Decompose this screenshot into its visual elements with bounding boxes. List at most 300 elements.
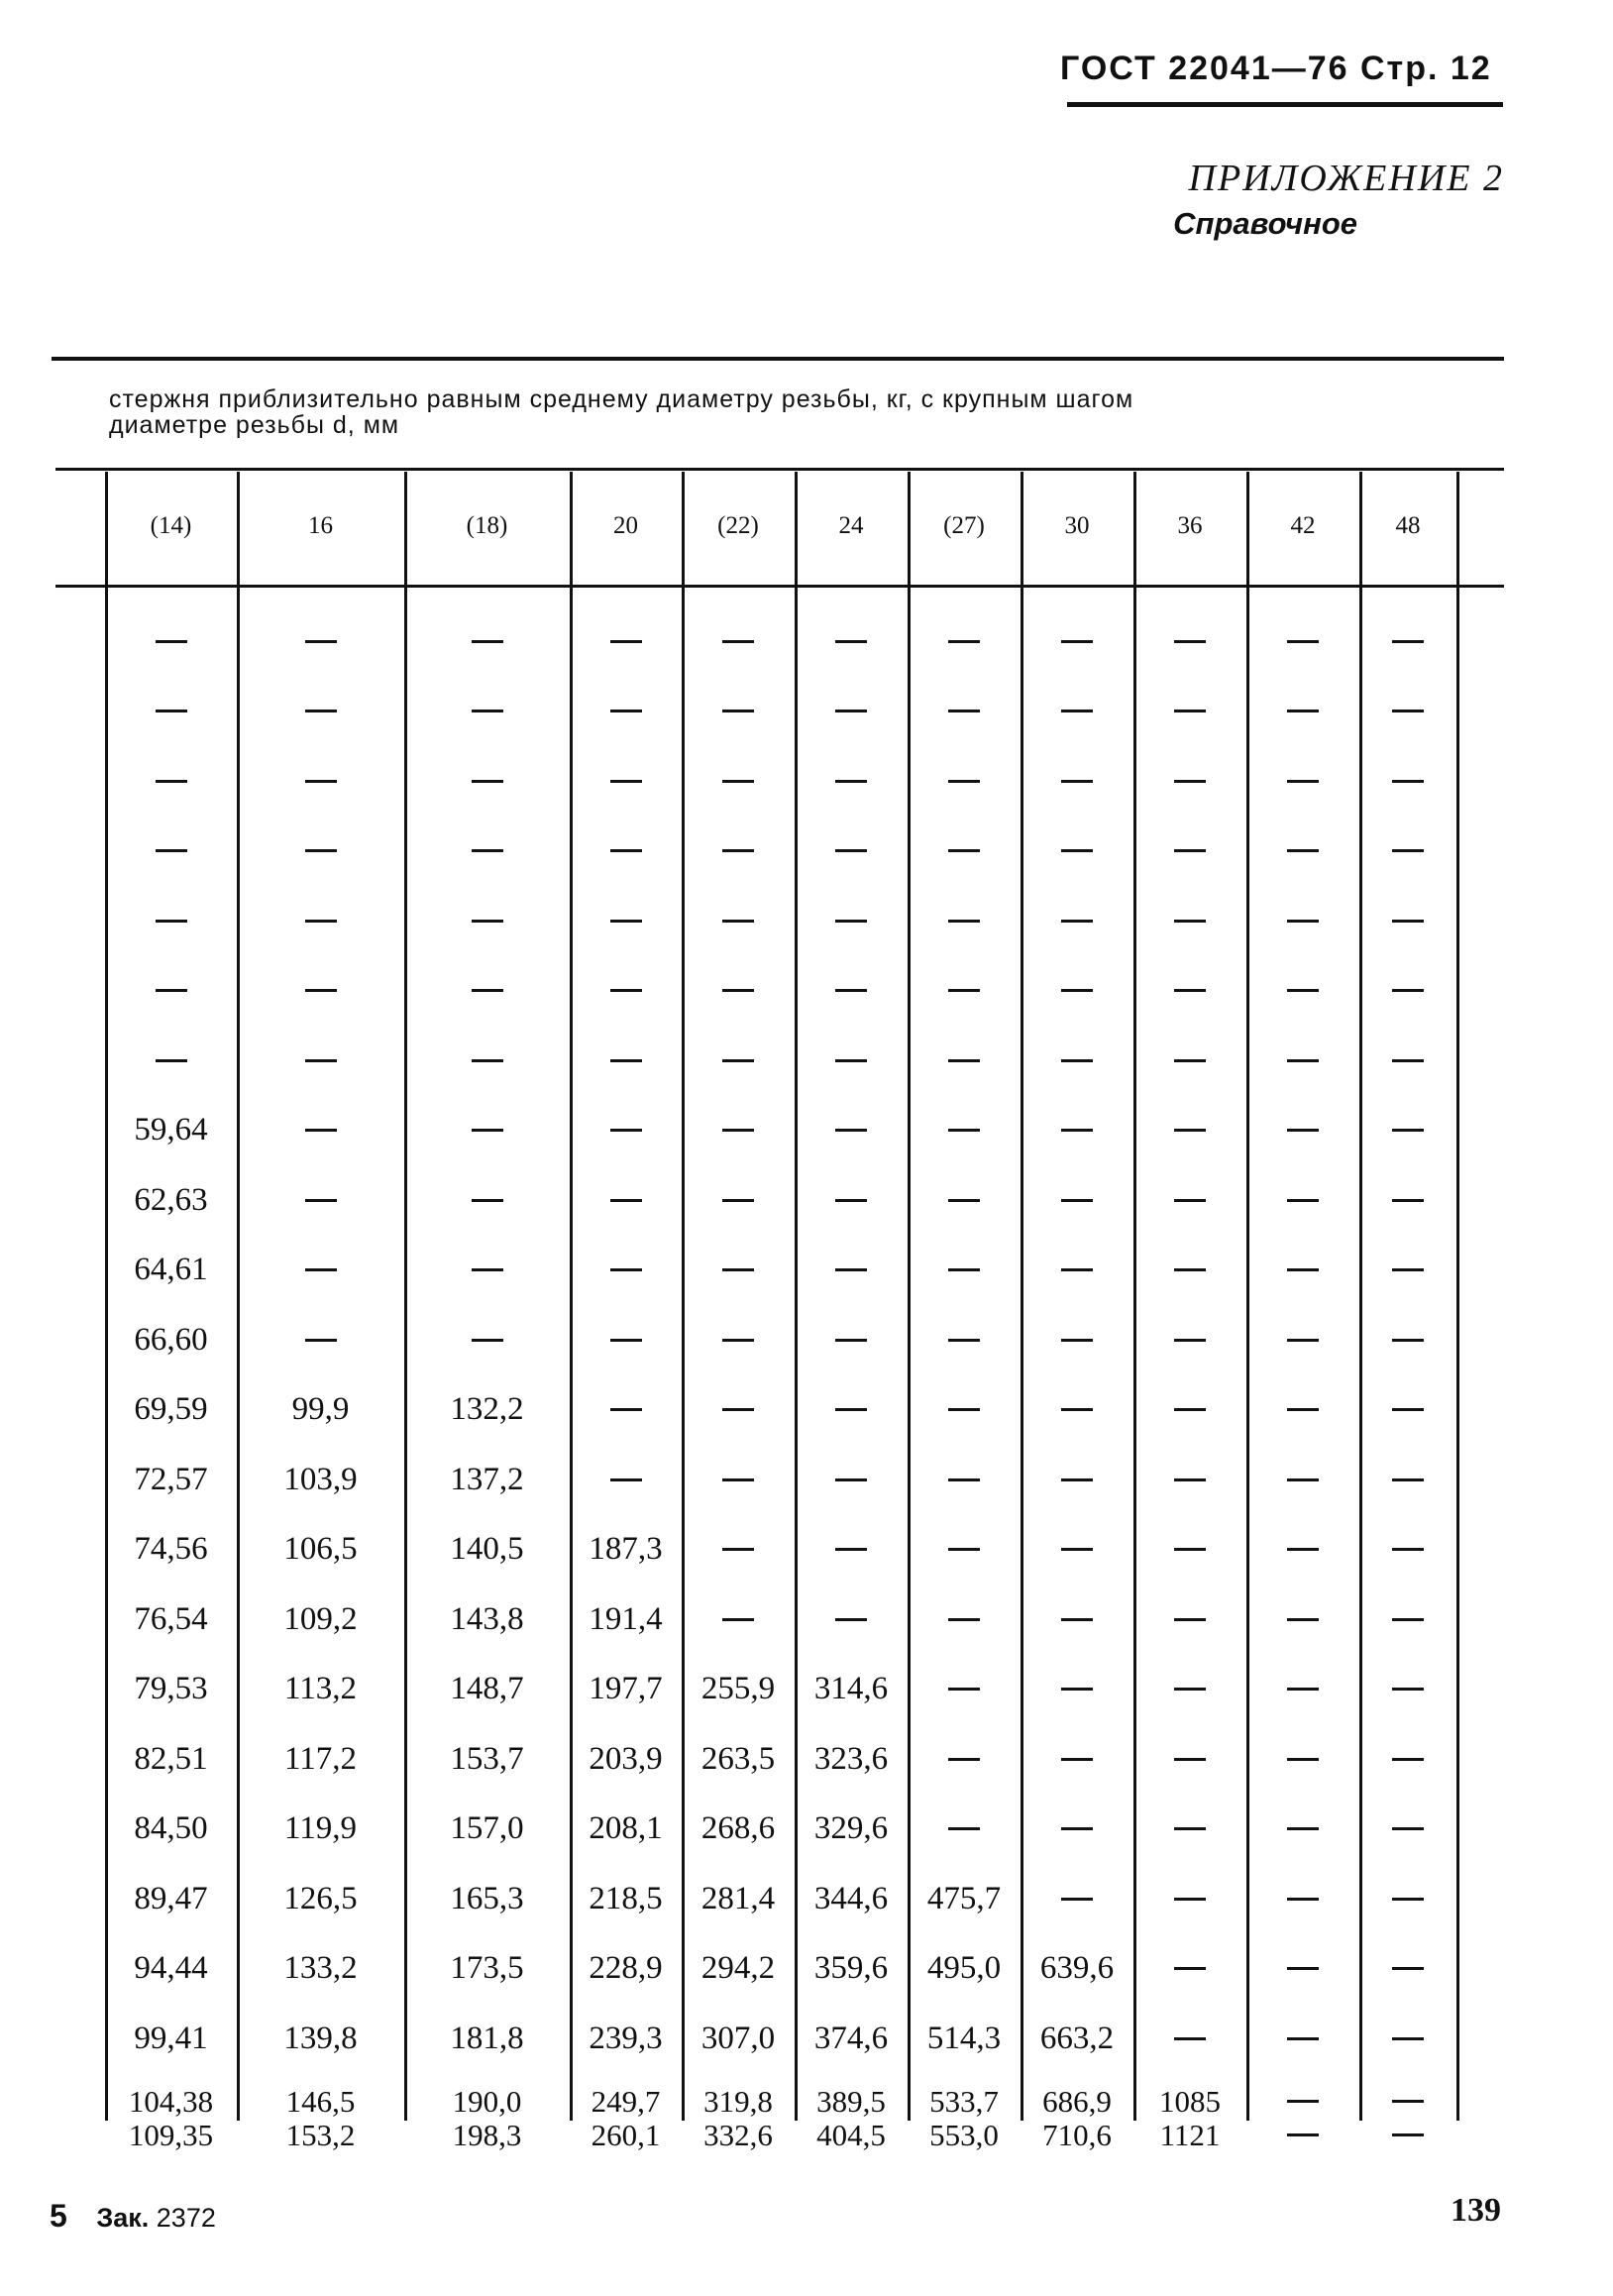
dash-cell bbox=[237, 956, 404, 1026]
dash-cell bbox=[908, 1655, 1021, 1724]
value-cell: 104,38 bbox=[128, 2083, 214, 2119]
dash-mark bbox=[610, 640, 642, 643]
value-cell: 99,41 bbox=[134, 2020, 208, 2056]
dash-cell bbox=[1359, 746, 1456, 816]
dash-mark bbox=[835, 849, 867, 852]
dash-cell bbox=[1359, 2118, 1456, 2153]
dash-cell bbox=[1021, 677, 1133, 746]
dash-cell bbox=[1133, 1026, 1246, 1095]
dash-cell bbox=[682, 1445, 795, 1514]
dash-cell bbox=[795, 886, 908, 955]
dash-cell bbox=[404, 1165, 570, 1235]
value-cell: 165,3 bbox=[450, 1880, 524, 1916]
dash-mark bbox=[472, 849, 503, 852]
dash-cell bbox=[1359, 677, 1456, 746]
dash-mark bbox=[1287, 710, 1319, 712]
value-cell: 109,35 bbox=[128, 2117, 214, 2152]
value-cell: 76,54 bbox=[134, 1600, 208, 1637]
dash-mark bbox=[472, 640, 503, 643]
caption-line-2: диаметре резьбы d, мм bbox=[109, 411, 400, 439]
dash-mark bbox=[610, 1059, 642, 1062]
column-header: 36 bbox=[1177, 512, 1203, 539]
value-cell: 84,50 bbox=[134, 1810, 208, 1846]
dash-mark bbox=[948, 1758, 980, 1761]
dash-cell bbox=[1021, 1305, 1133, 1374]
dash-mark bbox=[305, 1339, 337, 1342]
dash-cell bbox=[1021, 1165, 1133, 1235]
dash-cell bbox=[1359, 2004, 1456, 2073]
dash-cell bbox=[1359, 2084, 1456, 2120]
caption-line-1: стержня приблизительно равным среднему диаметру резьбы, кг, с крупным шагом bbox=[109, 385, 1134, 413]
column-header: (18) bbox=[466, 512, 508, 539]
value-cell: 553,0 bbox=[929, 2117, 999, 2152]
column-header: (22) bbox=[717, 512, 759, 539]
dash-mark bbox=[1392, 1898, 1424, 1901]
dash-mark bbox=[1392, 920, 1424, 923]
dash-cell bbox=[908, 746, 1021, 816]
dash-cell bbox=[1133, 1515, 1246, 1585]
footer-left bbox=[50, 2198, 216, 2235]
dash-mark bbox=[156, 780, 187, 783]
dash-cell bbox=[570, 1026, 682, 1095]
dash-mark bbox=[156, 989, 187, 992]
dash-cell bbox=[1246, 1445, 1359, 1514]
dash-mark bbox=[610, 1478, 642, 1481]
dash-mark bbox=[722, 1059, 754, 1062]
dash-mark bbox=[1392, 1967, 1424, 1970]
dash-cell bbox=[908, 677, 1021, 746]
dash-mark bbox=[722, 1478, 754, 1481]
dash-cell bbox=[105, 606, 237, 676]
dash-cell bbox=[1021, 1724, 1133, 1794]
value-cell: 82,51 bbox=[134, 1740, 208, 1777]
dash-cell bbox=[1359, 1655, 1456, 1724]
dash-cell bbox=[237, 886, 404, 955]
dash-mark bbox=[1392, 2133, 1424, 2136]
value-cell: 268,6 bbox=[700, 1810, 776, 1846]
dash-mark bbox=[1174, 1967, 1206, 1970]
dash-cell bbox=[1021, 1445, 1133, 1514]
dash-cell bbox=[1359, 1445, 1456, 1514]
dash-cell bbox=[682, 956, 795, 1026]
dash-mark bbox=[1061, 1268, 1093, 1271]
dash-cell bbox=[105, 817, 237, 886]
dash-mark bbox=[1174, 920, 1206, 923]
value-cell: 190,0 bbox=[452, 2083, 522, 2119]
dash-cell bbox=[570, 677, 682, 746]
value-cell: 359,6 bbox=[813, 1950, 889, 1986]
value-cell: 710,6 bbox=[1042, 2117, 1112, 2152]
dash-cell bbox=[1133, 1724, 1246, 1794]
value-cell: 157,0 bbox=[450, 1810, 524, 1846]
dash-mark bbox=[610, 849, 642, 852]
value-cell: 218,5 bbox=[589, 1880, 663, 1916]
dash-mark bbox=[1174, 1268, 1206, 1271]
value-cell: 329,6 bbox=[813, 1810, 889, 1846]
value-cell: 191,4 bbox=[589, 1600, 663, 1637]
dash-cell bbox=[1246, 1305, 1359, 1374]
dash-cell bbox=[1133, 1445, 1246, 1514]
dash-mark bbox=[722, 640, 754, 643]
dash-mark bbox=[1061, 1478, 1093, 1481]
dash-cell bbox=[237, 1305, 404, 1374]
value-cell: 119,9 bbox=[283, 1810, 358, 1846]
dash-cell bbox=[795, 1165, 908, 1235]
dash-cell bbox=[1359, 1096, 1456, 1165]
dash-mark bbox=[948, 710, 980, 712]
dash-cell bbox=[795, 1445, 908, 1514]
dash-cell bbox=[1021, 606, 1133, 676]
dash-mark bbox=[835, 780, 867, 783]
dash-cell bbox=[404, 677, 570, 746]
dash-cell bbox=[1021, 1585, 1133, 1654]
dash-cell bbox=[570, 746, 682, 816]
value-cell: 106,5 bbox=[283, 1531, 358, 1567]
dash-mark bbox=[1392, 1618, 1424, 1621]
value-cell: 495,0 bbox=[926, 1950, 1002, 1986]
dash-mark bbox=[722, 1339, 754, 1342]
dash-mark bbox=[305, 710, 337, 712]
appendix-subtitle: Справочное bbox=[1173, 206, 1357, 241]
dash-cell bbox=[682, 677, 795, 746]
dash-mark bbox=[1174, 1898, 1206, 1901]
value-cell: 307,0 bbox=[700, 2020, 776, 2056]
dash-mark bbox=[835, 1618, 867, 1621]
dash-cell bbox=[570, 1236, 682, 1305]
dash-mark bbox=[472, 780, 503, 783]
dash-mark bbox=[948, 920, 980, 923]
column-header: 48 bbox=[1395, 512, 1421, 539]
dash-cell bbox=[1021, 1375, 1133, 1445]
weight-table bbox=[55, 468, 1504, 2180]
value-cell: 1085 bbox=[1159, 2083, 1221, 2119]
dash-mark bbox=[1174, 1758, 1206, 1761]
dash-cell bbox=[682, 746, 795, 816]
order-number: 2372 bbox=[156, 2203, 216, 2233]
dash-mark bbox=[610, 1408, 642, 1411]
dash-cell bbox=[682, 886, 795, 955]
dash-mark bbox=[948, 1129, 980, 1132]
value-cell: 99,9 bbox=[291, 1391, 350, 1427]
value-cell: 533,7 bbox=[929, 2083, 999, 2119]
dash-mark bbox=[1392, 2100, 1424, 2103]
dash-mark bbox=[156, 920, 187, 923]
sheet-number: 5 bbox=[50, 2198, 67, 2234]
value-cell: 319,8 bbox=[703, 2083, 773, 2119]
dash-mark bbox=[1061, 1898, 1093, 1901]
dash-mark bbox=[948, 1408, 980, 1411]
dash-mark bbox=[948, 1199, 980, 1202]
value-cell: 344,6 bbox=[813, 1880, 889, 1916]
dash-cell bbox=[570, 956, 682, 1026]
dash-cell bbox=[1246, 1026, 1359, 1095]
standard-header: ГОСТ 22041—76 Стр. 12 bbox=[1060, 50, 1492, 87]
value-cell: 294,2 bbox=[700, 1950, 776, 1986]
dash-cell bbox=[682, 817, 795, 886]
dash-cell bbox=[682, 1375, 795, 1445]
dash-cell bbox=[1246, 1165, 1359, 1235]
dash-cell bbox=[1133, 1096, 1246, 1165]
dash-mark bbox=[1287, 1478, 1319, 1481]
value-cell: 126,5 bbox=[283, 1880, 358, 1916]
dash-cell bbox=[1021, 1236, 1133, 1305]
dash-mark bbox=[722, 920, 754, 923]
dash-cell bbox=[908, 1375, 1021, 1445]
dash-mark bbox=[472, 989, 503, 992]
dash-cell bbox=[795, 1375, 908, 1445]
dash-mark bbox=[722, 1199, 754, 1202]
dash-cell bbox=[237, 1236, 404, 1305]
dash-cell bbox=[908, 606, 1021, 676]
dash-mark bbox=[1174, 989, 1206, 992]
value-cell: 79,53 bbox=[134, 1671, 208, 1706]
dash-mark bbox=[610, 710, 642, 712]
dash-cell bbox=[237, 817, 404, 886]
dash-cell bbox=[1021, 1096, 1133, 1165]
value-cell: 69,59 bbox=[134, 1391, 208, 1427]
dash-mark bbox=[1061, 1827, 1093, 1830]
dash-cell bbox=[795, 1026, 908, 1095]
dash-cell bbox=[908, 1165, 1021, 1235]
value-cell: 173,5 bbox=[450, 1950, 524, 1986]
dash-cell bbox=[1359, 1724, 1456, 1794]
dash-mark bbox=[1174, 1618, 1206, 1621]
dash-mark bbox=[1174, 1408, 1206, 1411]
dash-cell bbox=[908, 1096, 1021, 1165]
dash-mark bbox=[1174, 1827, 1206, 1830]
dash-mark bbox=[610, 920, 642, 923]
dash-mark bbox=[1174, 1129, 1206, 1132]
value-cell: 332,6 bbox=[703, 2117, 773, 2152]
dash-cell bbox=[682, 1165, 795, 1235]
dash-cell bbox=[1246, 1655, 1359, 1724]
dash-mark bbox=[1174, 1199, 1206, 1202]
dash-cell bbox=[237, 1165, 404, 1235]
dash-mark bbox=[835, 1408, 867, 1411]
dash-mark bbox=[948, 1339, 980, 1342]
dash-mark bbox=[472, 1339, 503, 1342]
dash-cell bbox=[1359, 606, 1456, 676]
value-cell: 281,4 bbox=[700, 1880, 776, 1916]
dash-mark bbox=[472, 1129, 503, 1132]
value-cell: 187,3 bbox=[589, 1531, 663, 1567]
dash-mark bbox=[472, 920, 503, 923]
dash-cell bbox=[570, 817, 682, 886]
dash-mark bbox=[1287, 780, 1319, 783]
column-header: (27) bbox=[943, 512, 985, 539]
dash-mark bbox=[1287, 1758, 1319, 1761]
dash-mark bbox=[1174, 1688, 1206, 1691]
value-cell: 181,8 bbox=[450, 2020, 524, 2056]
dash-mark bbox=[948, 1618, 980, 1621]
dash-cell bbox=[1246, 817, 1359, 886]
dash-cell bbox=[1246, 2084, 1359, 2120]
dash-mark bbox=[835, 1339, 867, 1342]
value-cell: 203,9 bbox=[589, 1740, 663, 1777]
dash-cell bbox=[1133, 2004, 1246, 2073]
dash-mark bbox=[1061, 920, 1093, 923]
dash-mark bbox=[1287, 1827, 1319, 1830]
dash-cell bbox=[908, 1585, 1021, 1654]
dash-cell bbox=[908, 1515, 1021, 1585]
dash-cell bbox=[1133, 886, 1246, 955]
value-cell: 639,6 bbox=[1039, 1950, 1115, 1986]
dash-cell bbox=[795, 817, 908, 886]
column-header: 20 bbox=[613, 512, 638, 539]
dash-mark bbox=[1392, 1827, 1424, 1830]
dash-cell bbox=[795, 677, 908, 746]
dash-cell bbox=[1133, 1165, 1246, 1235]
dash-cell bbox=[1359, 817, 1456, 886]
column-header: 16 bbox=[308, 512, 333, 539]
dash-cell bbox=[1246, 1795, 1359, 1864]
dash-cell bbox=[1359, 1375, 1456, 1445]
dash-cell bbox=[1359, 1934, 1456, 2004]
dash-mark bbox=[1174, 780, 1206, 783]
value-cell: 198,3 bbox=[452, 2117, 522, 2152]
value-cell: 1121 bbox=[1159, 2117, 1221, 2152]
dash-mark bbox=[835, 1059, 867, 1062]
value-cell: 249,7 bbox=[591, 2083, 661, 2119]
dash-mark bbox=[1392, 1268, 1424, 1271]
dash-mark bbox=[722, 1618, 754, 1621]
dash-cell bbox=[1246, 606, 1359, 676]
value-cell: 263,5 bbox=[700, 1740, 776, 1777]
dash-cell bbox=[1133, 1375, 1246, 1445]
dash-mark bbox=[1174, 710, 1206, 712]
dash-cell bbox=[570, 1165, 682, 1235]
dash-cell bbox=[570, 606, 682, 676]
dash-mark bbox=[1061, 1339, 1093, 1342]
dash-mark bbox=[1061, 1688, 1093, 1691]
dash-cell bbox=[682, 1305, 795, 1374]
dash-cell bbox=[404, 1026, 570, 1095]
dash-mark bbox=[722, 989, 754, 992]
dash-cell bbox=[908, 1724, 1021, 1794]
dash-cell bbox=[1133, 606, 1246, 676]
dash-mark bbox=[1287, 2100, 1319, 2103]
dash-cell bbox=[404, 746, 570, 816]
order-label: Зак. bbox=[96, 2203, 150, 2233]
dash-cell bbox=[795, 1515, 908, 1585]
dash-cell bbox=[795, 1096, 908, 1165]
dash-cell bbox=[404, 606, 570, 676]
dash-cell bbox=[1021, 1864, 1133, 1933]
dash-cell bbox=[404, 1236, 570, 1305]
dash-mark bbox=[305, 1059, 337, 1062]
dash-mark bbox=[305, 1268, 337, 1271]
dash-cell bbox=[1021, 1795, 1133, 1864]
dash-cell bbox=[1021, 956, 1133, 1026]
header-rule bbox=[1067, 102, 1503, 107]
dash-mark bbox=[1174, 849, 1206, 852]
value-cell: 137,2 bbox=[450, 1461, 524, 1497]
dash-mark bbox=[1287, 1688, 1319, 1691]
dash-mark bbox=[835, 989, 867, 992]
dash-mark bbox=[1392, 1478, 1424, 1481]
dash-cell bbox=[237, 677, 404, 746]
dash-mark bbox=[1174, 2037, 1206, 2040]
dash-mark bbox=[948, 849, 980, 852]
dash-mark bbox=[1392, 849, 1424, 852]
dash-mark bbox=[1174, 1059, 1206, 1062]
dash-cell bbox=[1246, 677, 1359, 746]
dash-cell bbox=[795, 1585, 908, 1654]
dash-mark bbox=[305, 849, 337, 852]
dash-cell bbox=[1021, 886, 1133, 955]
dash-mark bbox=[610, 1129, 642, 1132]
dash-mark bbox=[1392, 1129, 1424, 1132]
dash-mark bbox=[835, 920, 867, 923]
dash-cell bbox=[404, 956, 570, 1026]
dash-cell bbox=[1359, 1165, 1456, 1235]
dash-cell bbox=[908, 886, 1021, 955]
appendix-title: ПРИЛОЖЕНИЕ 2 bbox=[1188, 158, 1504, 199]
dash-mark bbox=[1061, 780, 1093, 783]
value-cell: 62,63 bbox=[134, 1181, 208, 1218]
dash-mark bbox=[156, 640, 187, 643]
dash-cell bbox=[1246, 1515, 1359, 1585]
dash-mark bbox=[948, 1548, 980, 1551]
dash-cell bbox=[1246, 1724, 1359, 1794]
dash-cell bbox=[1133, 1934, 1246, 2004]
dash-mark bbox=[835, 640, 867, 643]
dash-cell bbox=[1246, 886, 1359, 955]
column-header: 30 bbox=[1064, 512, 1090, 539]
dash-mark bbox=[1287, 1618, 1319, 1621]
dash-cell bbox=[682, 606, 795, 676]
dash-mark bbox=[835, 1478, 867, 1481]
value-cell: 404,5 bbox=[816, 2117, 886, 2152]
dash-cell bbox=[237, 1026, 404, 1095]
dash-cell bbox=[1021, 1515, 1133, 1585]
dash-cell bbox=[1133, 1236, 1246, 1305]
column-header: 42 bbox=[1290, 512, 1316, 539]
dash-cell bbox=[908, 1026, 1021, 1095]
dash-mark bbox=[1061, 1618, 1093, 1621]
dash-mark bbox=[835, 1129, 867, 1132]
dash-mark bbox=[1392, 640, 1424, 643]
dash-mark bbox=[1287, 989, 1319, 992]
dash-cell bbox=[570, 1305, 682, 1374]
dash-mark bbox=[1061, 1059, 1093, 1062]
dash-mark bbox=[610, 1268, 642, 1271]
value-cell: 314,6 bbox=[813, 1671, 889, 1706]
dash-mark bbox=[305, 1199, 337, 1202]
value-cell: 686,9 bbox=[1042, 2083, 1112, 2119]
dash-mark bbox=[305, 640, 337, 643]
dash-cell bbox=[1359, 1864, 1456, 1933]
value-cell: 475,7 bbox=[926, 1880, 1002, 1916]
dash-mark bbox=[610, 1199, 642, 1202]
dash-cell bbox=[404, 1096, 570, 1165]
dash-cell bbox=[1133, 1305, 1246, 1374]
column-divider bbox=[1456, 472, 1459, 2121]
dash-mark bbox=[156, 849, 187, 852]
value-cell: 59,64 bbox=[134, 1112, 208, 1148]
dash-mark bbox=[1287, 1129, 1319, 1132]
value-cell: 72,57 bbox=[134, 1461, 208, 1497]
dash-cell bbox=[570, 886, 682, 955]
dash-cell bbox=[1359, 1236, 1456, 1305]
dash-cell bbox=[570, 1096, 682, 1165]
dash-mark bbox=[305, 780, 337, 783]
dash-mark bbox=[472, 1199, 503, 1202]
dash-mark bbox=[1392, 1758, 1424, 1761]
dash-mark bbox=[1287, 1059, 1319, 1062]
dash-mark bbox=[1061, 1758, 1093, 1761]
dash-mark bbox=[1392, 710, 1424, 712]
